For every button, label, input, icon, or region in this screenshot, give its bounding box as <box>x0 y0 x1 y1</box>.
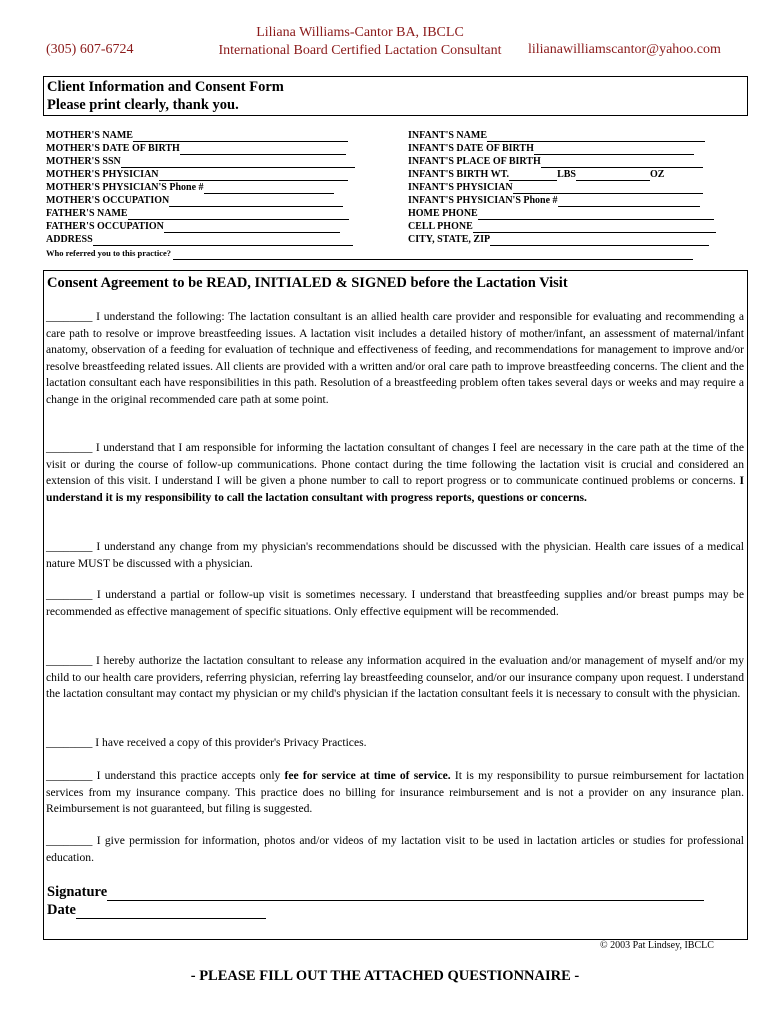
initial-blank[interactable]: ________ <box>46 540 93 553</box>
field-mother-physician[interactable]: MOTHER'S PHYSICIAN <box>46 168 348 181</box>
field-infant-physician[interactable]: INFANT'S PHYSICIAN <box>408 181 703 194</box>
consultant-name: Liliana Williams-Cantor BA, IBCLC <box>256 25 464 40</box>
consent-paragraph-7: ________ I understand this practice accepts only fee for service at time of service. It is my responsibility to pursue reimbursement for lactation services from my insurance company. This practice does no billing for insurance reimbursement and is not a provider on any insurance plan. Reimbursement is not guaranteed, but filing is suggested. <box>46 769 744 815</box>
field-mother-occupation[interactable]: MOTHER'S OCCUPATION <box>46 194 343 207</box>
consent-paragraph-4: ________ I understand a partial or follow-up visit is sometimes necessary. I understand that breastfeeding supplies and/or breast pumps may be recommended as effective management of specific situations. Only effective equipment will be recommended. <box>46 588 744 618</box>
form-subtitle: Please print clearly, thank you. <box>47 97 239 113</box>
consent-title: Consent Agreement to be READ, INITIALED & SIGNED before the Lactation Visit <box>47 275 568 291</box>
copyright: © 2003 Pat Lindsey, IBCLC <box>600 940 714 951</box>
phone-number: (305) 607-6724 <box>46 42 134 57</box>
email-address: lilianawilliamscantor@yahoo.com <box>528 42 721 57</box>
field-referral[interactable]: Who referred you to this practice? <box>46 247 693 260</box>
field-mother-ssn[interactable]: MOTHER'S SSN <box>46 155 355 168</box>
field-infant-place-of-birth[interactable]: INFANT'S PLACE OF BIRTH <box>408 155 703 168</box>
initial-blank[interactable]: ________ <box>46 769 93 782</box>
initial-blank[interactable]: ________ <box>46 736 93 749</box>
field-father-name[interactable]: FATHER'S NAME <box>46 207 349 220</box>
initial-blank[interactable]: ________ <box>46 310 93 323</box>
consent-paragraph-3: ________ I understand any change from my physician's recommendations should be discussed with the physician. Health care issues of a medical nature MUST be discussed with a physician. <box>46 540 744 570</box>
field-address[interactable]: ADDRESS <box>46 233 353 246</box>
form-title-box <box>43 76 748 116</box>
initial-blank[interactable]: ________ <box>46 441 93 454</box>
field-infant-birth-wt[interactable]: INFANT'S BIRTH WT. LBS OZ <box>408 169 665 180</box>
field-father-occupation[interactable]: FATHER'S OCCUPATION <box>46 220 340 233</box>
consent-agreement-box <box>43 270 748 940</box>
initial-blank[interactable]: ________ <box>46 654 93 667</box>
consultant-info <box>200 24 520 60</box>
field-mother-physician-phone[interactable]: MOTHER'S PHYSICIAN'S Phone # <box>46 181 334 194</box>
field-mother-name[interactable]: MOTHER'S NAME <box>46 129 348 142</box>
footer-note: - PLEASE FILL OUT THE ATTACHED QUESTIONNAIRE - <box>190 968 580 984</box>
consent-paragraph-6: ________ I have received a copy of this provider's Privacy Practices. <box>46 736 367 749</box>
field-cell-phone[interactable]: CELL PHONE <box>408 220 716 233</box>
consent-paragraph-2: ________ I understand that I am responsible for informing the lactation consultant of changes I feel are necessary in the care path at the time of the visit or during the course of follow-up communications. Phone contact during the time following the lactation visit is crucial and considered an extension of this visit. I understand I will be given a phone number to call to report progress or to communicate continued problems or concerns. I understand it is my responsibility to call the lactation consultant with progress reports, questions or concerns. <box>46 441 745 504</box>
field-infant-name[interactable]: INFANT'S NAME <box>408 129 705 142</box>
field-mother-dob[interactable]: MOTHER'S DATE OF BIRTH <box>46 142 346 155</box>
field-infant-physician-phone[interactable]: INFANT'S PHYSICIAN'S Phone # <box>408 194 700 207</box>
initial-blank[interactable]: ________ <box>46 588 93 601</box>
consent-paragraph-1: ________ I understand the following: The lactation consultant is an allied health care provider and responsible for evaluating and recommending a care path to resolve or improve breastfeeding issues. A lactation visit includes a detailed history of mother/infant, an assessment of maternal/infant anatomy, observation of a feeding for evaluation of technique and effectiveness of feeding, and recommendations for management to improve and/or resolve breastfeeding related issues. All clients are provided with a written and/or oral care path to improve breastfeeding concerns. The client and the lactation consultant each have responsibilities in this path. Resolution of a breastfeeding problem often takes several days or weeks and may require a change in the original recommended care path at some point. <box>46 310 744 406</box>
consultant-title: International Board Certified Lactation Consultant <box>218 43 502 58</box>
consent-paragraph-5: ________ I hereby authorize the lactation consultant to release any information acquired in the evaluation and/or management of myself and/or my child to our health care providers, referring physician, referring lay breastfeeding counselor, and/or our insurance company upon request. I understand the lactation consultant may contact my physician or my child's physician if the lactation consultant feels it is necessary to consult with the physician. <box>46 654 744 700</box>
date-field[interactable]: Date <box>47 901 266 919</box>
signature-field[interactable]: Signature <box>47 883 704 901</box>
field-infant-dob[interactable]: INFANT'S DATE OF BIRTH <box>408 142 694 155</box>
form-title: Client Information and Consent Form <box>47 79 284 95</box>
field-city-state-zip[interactable]: CITY, STATE, ZIP <box>408 233 709 246</box>
field-home-phone[interactable]: HOME PHONE <box>408 207 714 220</box>
initial-blank[interactable]: ________ <box>46 834 93 847</box>
consent-paragraph-8: ________ I give permission for information, photos and/or videos of my lactation visit to be used in lactation articles or studies for professional education. <box>46 834 745 864</box>
